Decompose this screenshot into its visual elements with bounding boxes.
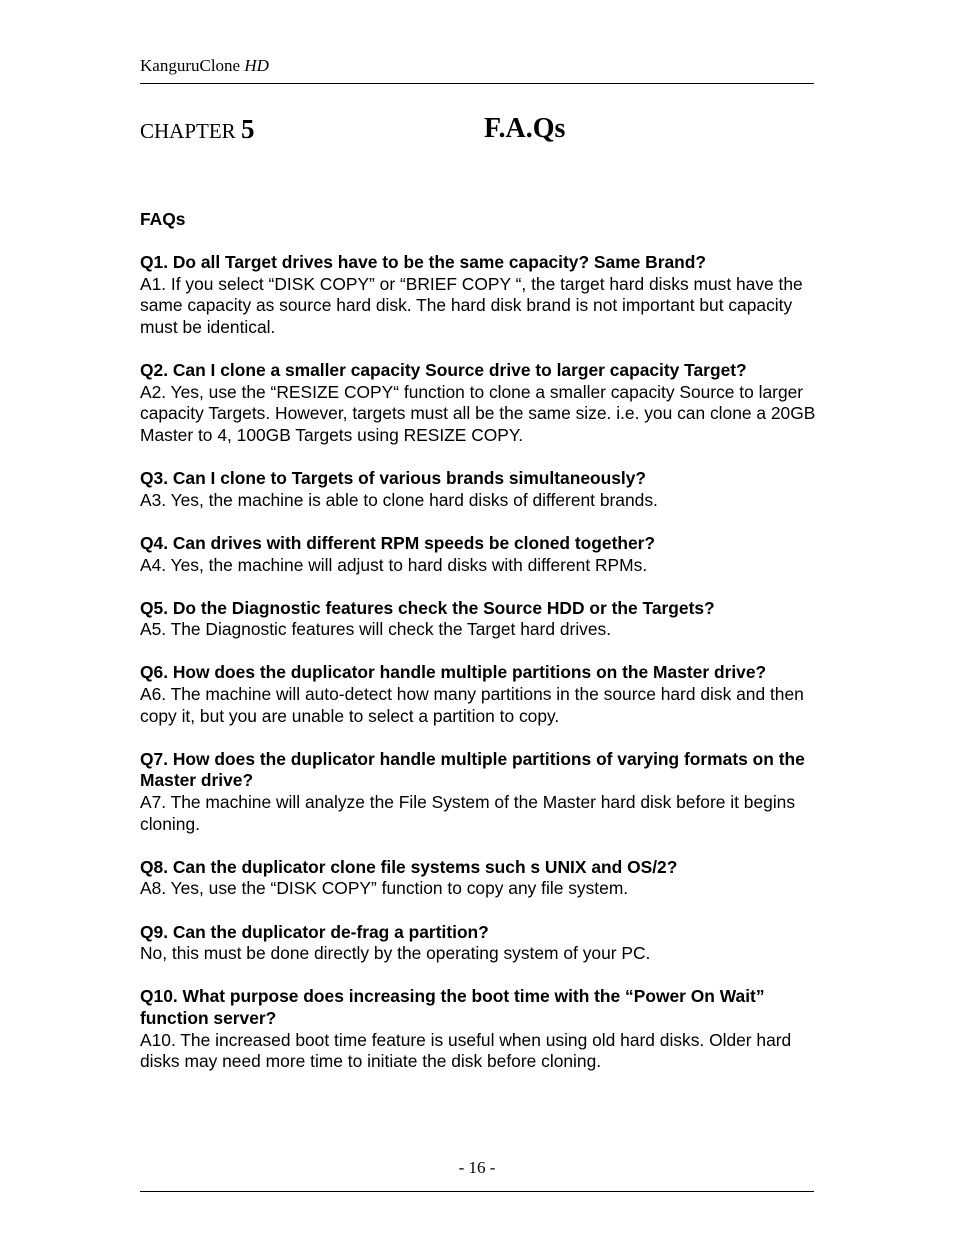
section-heading: FAQs <box>140 209 186 229</box>
faq-question: Q1. Do all Target drives have to be the same capacity? Same Brand? <box>140 252 707 273</box>
faq-item <box>140 252 820 338</box>
faq-answer: A4. Yes, the machine will adjust to hard disks with different RPMs. <box>140 554 648 575</box>
faq-question: Q6. How does the duplicator handle multiple partitions on the Master drive? <box>140 662 767 683</box>
faq-question: Q5. Do the Diagnostic features check the Source HDD or the Targets? <box>140 597 715 618</box>
product-name: KanguruClone <box>140 56 241 75</box>
faq-item <box>140 662 820 727</box>
faq-item <box>140 922 820 965</box>
chapter-title: F.A.Qs <box>484 113 566 144</box>
chapter-number: 5 <box>240 114 255 144</box>
faq-question: Q7. How does the duplicator handle multiple partitions of varying formats on the Master drive? <box>140 748 805 791</box>
faq-answer: A6. The machine will auto-detect how many partitions in the source hard disk and then copy it, but you are unable to select a partition to copy. <box>140 684 804 726</box>
faq-question: Q3. Can I clone to Targets of various brands simultaneously? <box>140 468 647 489</box>
faq-item <box>140 749 820 835</box>
faq-question: Q2. Can I clone a smaller capacity Source drive to larger capacity Target? <box>140 360 747 381</box>
faq-question: Q4. Can drives with different RPM speeds be cloned together? <box>140 532 656 553</box>
running-header <box>140 55 269 77</box>
faq-question: Q8. Can the duplicator clone file systems such s UNIX and OS/2? <box>140 856 678 877</box>
faq-item <box>140 857 820 900</box>
header-rule <box>140 83 814 84</box>
faq-answer: A5. The Diagnostic features will check the Target hard drives. <box>140 619 612 640</box>
faq-item <box>140 533 820 576</box>
chapter-label <box>140 114 254 146</box>
product-suffix: HD <box>244 56 269 75</box>
faq-content <box>140 209 820 1094</box>
faq-answer: No, this must be done directly by the operating system of your PC. <box>140 943 651 964</box>
faq-answer: A7. The machine will analyze the File System of the Master hard disk before it begins cloning. <box>140 792 796 834</box>
faq-item <box>140 986 820 1072</box>
faq-answer: A2. Yes, use the “RESIZE COPY“ function to clone a smaller capacity Source to larger capacity Targets. However, targets must all be the same size. i.e. you can clone a 20GB Master to 4, 100GB Targets using RESIZE COPY. <box>140 381 816 445</box>
chapter-word: CHAPTER <box>140 119 236 143</box>
faq-question: Q9. Can the duplicator de-frag a partition? <box>140 921 489 942</box>
faq-item <box>140 360 820 446</box>
faq-answer: A1. If you select “DISK COPY” or “BRIEF COPY “, the target hard disks must have the same capacity as source hard disk. The hard disk brand is not important but capacity must be identical. <box>140 273 803 337</box>
faq-answer: A3. Yes, the machine is able to clone hard disks of different brands. <box>140 489 658 510</box>
faq-answer: A10. The increased boot time feature is useful when using old hard disks. Older hard disks may need more time to initiate the disk before cloning. <box>140 1029 792 1072</box>
faq-question: Q10. What purpose does increasing the boot time with the “Power On Wait” function server? <box>140 986 765 1028</box>
faq-item <box>140 598 820 641</box>
faq-answer: A8. Yes, use the “DISK COPY” function to copy any file system. <box>140 878 629 899</box>
footer-rule <box>140 1191 814 1192</box>
faq-item <box>140 468 820 511</box>
page-number: - 16 - <box>458 1158 496 1177</box>
